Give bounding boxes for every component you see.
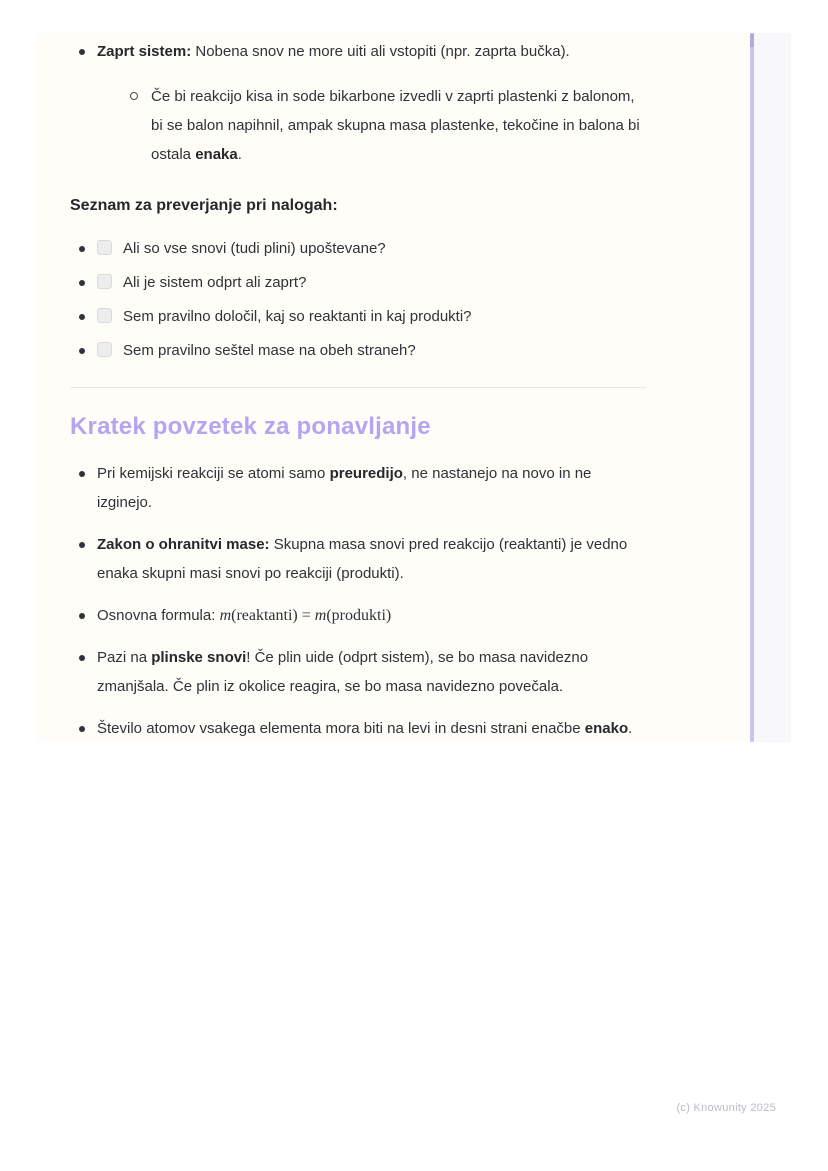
text-segment: enako [584, 720, 629, 737]
text-segment: Če bi reakcijo kisa in sode bikarbone izvedli v zaprti plastenki z balonom, bi se balon napihnil, ampak skupna masa plastenke, tekočine in balona bi ostala [151, 88, 640, 163]
text-segment: Število atomov vsakega elementa mora biti na levi in desni strani enačbe [97, 720, 585, 737]
text-segment: Pri kemijski reakciji se atomi samo [97, 465, 330, 482]
text-segment: m [314, 607, 327, 624]
closed-system-sublist [97, 82, 646, 169]
checkbox-icon [97, 342, 112, 357]
text-segment: (produkti) [326, 607, 392, 624]
closed-system-list [70, 37, 646, 169]
checklist [70, 234, 646, 365]
text-segment: . [628, 720, 633, 737]
text-segment: Osnovna formula: [97, 607, 220, 624]
text-segment: (reaktanti) = [231, 607, 315, 624]
text-segment: m [219, 607, 232, 624]
checkbox-icon [97, 274, 112, 289]
text-segment: enaka [195, 146, 238, 163]
summary-list-item [70, 530, 646, 588]
checklist-heading: Seznam za preverjanje pri nalogah: [70, 197, 338, 214]
summary-heading: Kratek povzetek za ponavljanje [70, 413, 431, 440]
copyright-footer: (c) Knowunity 2025 [676, 1102, 776, 1114]
list-item-closed-system-example [124, 82, 646, 169]
text-segment: Skupna masa snovi pred reakcijo (reaktanti) je vedno enaka skupni masi snovi po reakciji (produkti). [97, 536, 628, 582]
closed-system-text [97, 43, 570, 60]
closed-system-example-text [151, 88, 640, 163]
summary-list-item [70, 643, 646, 701]
text-segment: Zaprt sistem: [97, 43, 192, 60]
card-side-strip [754, 33, 791, 742]
checklist-item [70, 268, 646, 297]
checkbox-icon [97, 308, 112, 323]
checklist-item [70, 234, 646, 263]
checklist-item-label: Ali so vse snovi (tudi plini) upoštevane? [123, 240, 386, 257]
checklist-item-label: Sem pravilno seštel mase na obeh straneh? [123, 342, 416, 359]
checklist-item [70, 302, 646, 331]
checklist-item-label: Sem pravilno določil, kaj so reaktanti in kaj produkti? [123, 308, 472, 325]
text-segment: Nobena snov ne more uiti ali vstopiti (npr. zaprta bučka). [191, 43, 570, 60]
summary-list [70, 459, 646, 743]
summary-list-item [70, 459, 646, 517]
text-segment: Zakon o ohranitvi mase: [97, 536, 270, 553]
page-content [70, 37, 646, 756]
text-segment: ! Če plin uide (odprt sistem), se bo masa navidezno zmanjšala. Če plin iz okolice reagira, se bo masa navidezno povečala. [97, 649, 589, 695]
text-segment: . [237, 146, 242, 163]
checkbox-icon [97, 240, 112, 255]
text-segment: preuredijo [329, 465, 403, 482]
document-page-card [36, 33, 791, 742]
list-item-closed-system [70, 37, 646, 169]
summary-list-item [70, 601, 646, 630]
text-segment: Pazi na [97, 649, 152, 666]
summary-list-item [70, 714, 646, 743]
checklist-item-label: Ali je sistem odprt ali zaprt? [123, 274, 307, 291]
text-segment: plinske snovi [151, 649, 247, 666]
text-segment: , ne nastanejo na novo in ne izginejo. [97, 465, 592, 511]
checklist-item [70, 336, 646, 365]
section-divider [70, 387, 646, 388]
